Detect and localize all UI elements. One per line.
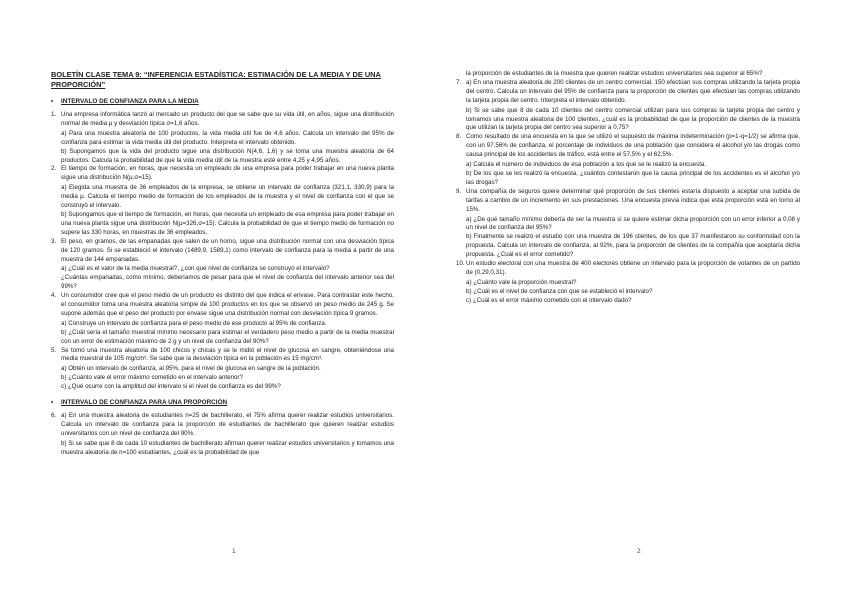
exercise-7b: b) Si se sabe que 8 de cada 10 clientes del centro comercial utilizan para sus compras la tarjeta propia del centro y tomamos una muestra aleatoria de 100 clientes, ¿cuál es la probabilidad de que la proporción de clientes de la muestra que utilizan la tarjeta propia del centro sea superior a 0,75? xyxy=(466,106,800,132)
exercise-10 xyxy=(456,260,800,278)
page-right xyxy=(424,0,848,599)
exercise-number: 2. xyxy=(51,165,57,173)
exercise-1-text: Una empresa informática lanzó al mercado un producto del que se sabe que su vida útil, en años, sigue una distribución normal de media μ y desviación típica σ=1,6 años. xyxy=(61,111,394,127)
exercise-4 xyxy=(51,292,394,319)
exercise-3b: ¿Cuántas empanadas, como mínimo, deberíamos de pesar para que el nivel de confianza del intervalo anterior sea del 99%? xyxy=(61,274,394,291)
exercise-2 xyxy=(51,165,394,183)
exercise-9b: b) Finalmente se realizó el estudio con una muestra de 196 clientes, de los que 37 manifestaron su conformidad con la propuesta. Calcula un intervalo de confianza, al 92%, para la proporción de clientes de la compañía que aceptaría dicha propuesta. ¿Cuál es el error cometido? xyxy=(466,233,800,259)
exercise-1b: b) Supongamos que la vida del producto sigue una distribución N(4,6, 1,6) y se toma una muestra aleatoria de 64 productos. Calcula la probabilidad de que la vida media útil de la muestra esté entre 4,25 y 4,95 años. xyxy=(61,147,394,164)
exercise-4b: b) ¿Cuál sería el tamaño muestral mínimo necesario para estimar el verdadero peso medio a partir de la media muestral con un error de estimación máximo de 2 g y un nivel de confianza del 90%? xyxy=(61,328,394,345)
exercise-6 xyxy=(51,412,394,439)
exercise-10-text: Un estudio electoral con una muestra de 400 electores obtiene un intervalo para la proporción de votantes de un partido de (0,29,0,31). xyxy=(466,260,800,276)
document-title: BOLETÍN CLASE TEMA 9: “INFERENCIA ESTADÍSTICA: ESTIMACIÓN DE LA MEDIA Y DE UNA PROPORCIÓN” xyxy=(51,70,381,89)
exercise-5a: a) Obtén un intervalo de confianza, al 95%, para el nivel de glucosa en sangre de la población. xyxy=(61,365,321,373)
page-number: 1 xyxy=(232,548,236,555)
exercise-3 xyxy=(51,238,394,265)
exercise-9a: a) ¿De qué tamaño mínimo debería de ser la muestra si se quiere estimar dicha proporción con un error inferior a 0.08 y un nivel de confianza del 95%? xyxy=(466,215,800,232)
exercise-7 xyxy=(456,79,800,106)
exercise-5c: c) ¿Qué ocurre con la amplitud del intervalo si el nivel de confianza es del 99%? xyxy=(61,383,281,391)
section-heading-mean xyxy=(51,97,394,106)
section-heading-proportion-text: INTERVALO DE CONFIANZA PARA UNA PROPORCIÓN xyxy=(61,399,228,407)
exercise-number: 6. xyxy=(51,412,57,420)
exercise-9 xyxy=(456,188,800,215)
exercise-3-text: El peso, en gramos, de las empanadas que salen de un horno, sigue una distribución normal con una desviación típica de 120 gramos. Si se estableció el intervalo (1489,9, 1589,1) como intervalo de confianza para la media a partir de una muestra de 144 empanadas. xyxy=(61,237,394,263)
exercise-4a: a) Construye un intervalo de confianza para el peso medio de ese producto al 95% de confianza. xyxy=(61,319,327,327)
exercise-number: 3. xyxy=(51,237,57,245)
exercise-5 xyxy=(51,347,394,365)
exercise-6b-continued: la proporción de estudiantes de la muestra que quieren realizar estudios universitarios sea superior al 65%? xyxy=(466,70,763,77)
bullet-icon: • xyxy=(51,98,54,105)
exercise-7-text: a) En una muestra aleatoria de 200 clientes de un centro comercial, 150 efectúan sus compras utilizando la tarjeta propia del centro. Calcula un intervalo del 95% de confianza para la proporción de clientes que efectúan las compras utilizando la tarjeta propia del centro. Interpreta el intervalo obtenido. xyxy=(466,78,800,104)
exercise-number: 5. xyxy=(51,346,57,354)
exercise-1 xyxy=(51,111,394,129)
exercise-number: 4. xyxy=(51,292,57,300)
exercise-5-text: Se tomó una muestra aleatoria de 100 chicos y chicas y se le midió el nivel de glucosa en sangre, obteniéndose una media muestral de 105 mg/cm³. Se sabe que la desviación típica en la población es 15 mg/cm³. xyxy=(61,346,394,363)
exercise-number: 1. xyxy=(51,111,57,118)
exercise-number: 7. xyxy=(456,78,462,86)
exercise-8-text: Como resultado de una encuesta en la que se utilizó el supuesto de máxima indeterminación (p=1-q=1/2) se afirma que, con un 97,56% de confianza, el porcentaje de individuos de una población que considera el alcohol y/o las drogas como causa principal de los accidentes de tráfico, está entre el 57,5% y el 62,5%. xyxy=(466,133,800,159)
exercise-number: 10. xyxy=(456,260,465,268)
exercise-2-text: El tiempo de formación, en horas, que necesita un empleado de una empresa para poder trabajar en una nueva planta sigue una distribución N(μ,σ=15). xyxy=(61,165,394,182)
exercise-5b: b) ¿Cuánto vale el error máximo cometido en el intervalo anterior? xyxy=(61,374,243,382)
exercise-2a: a) Elegida una muestra de 36 empleados de la empresa, se obtiene un intervalo de confianza (321,1, 330,9) para la media μ. Calcula el tiempo medio de formación de los empleados de la muestra y el nivel de confianza con el que se construyó el intervalo. xyxy=(61,184,394,210)
page-number: 2 xyxy=(637,548,641,555)
exercise-10a: a) ¿Cuánto vale la proporción muestral? xyxy=(466,278,577,286)
exercise-9-text: Una compañía de seguros quiere determinar qué proporción de sus clientes estaría dispuesto a aceptar una subida de tarifas a cambio de un incremento en sus prestaciones. Una encuesta previa indica que esta proporción está en torno al 15%. xyxy=(466,187,800,213)
exercise-10c: c) ¿Cuál es el error máximo cometido con el intervalo dado? xyxy=(466,296,632,304)
exercise-8a: a) Calcula el número de individuos de esa población a los que se le realizó la encuesta. xyxy=(466,161,707,169)
bullet-icon: • xyxy=(51,399,54,407)
section-heading-mean-text: INTERVALO DE CONFIANZA PARA LA MEDIA xyxy=(61,98,199,105)
exercise-number: 8. xyxy=(456,133,462,141)
exercise-4-text: Un consumidor cree que el peso medio de un producto es distinto del que indica el envase. Para contrastar este hecho, el consumidor toma una muestra aleatoria simple de 100 productos en los que se observó un peso medio de 245 g. Se supone además que el peso del producto por envase sigue una distribución normal con desviación típica 9 gramos. xyxy=(61,292,394,317)
exercise-1a: a) Para una muestra aleatoria de 100 productos, la vida media útil fue de 4,6 años. Calcula un intervalo del 95% de confianza para estimar la vida media útil del producto. Interpreta el intervalo obtenido. xyxy=(61,129,394,146)
exercise-8b: b) De los que se les realizó la encuesta, ¿cuántos contestaron que la causa principal de los accidentes es el alcohol y/o las drogas? xyxy=(466,169,800,186)
section-heading-proportion xyxy=(51,398,394,407)
exercise-8 xyxy=(456,133,800,160)
exercise-number: 9. xyxy=(456,187,462,195)
exercise-3a: a) ¿Cuál es el valor de la media muestral?, ¿con qué nivel de confianza se construyó el intervalo? xyxy=(61,265,330,273)
exercise-2b: b) Supongamos que el tiempo de formación, en horas, que necesita un empleado de esa empresa para poder trabajar en una nueva planta sigue una distribución N(μ=326,σ=15). Calcula la probabilidad de que el tiempo medio de formación no supere las 330 horas, en muestras de 36 empleados. xyxy=(61,210,394,236)
exercise-6b: b) Si se sabe que 8 de cada 10 estudiantes de bachillerato afirman querer realizar estudios universitarios y tomamos una muestra aleatoria de n=100 estudiantes, ¿cuál es la probabilidad de que xyxy=(61,439,394,456)
exercise-6-text: a) En una muestra aleatoria de estudiantes n=25 de bachillerato, el 75% afirma querer realizar estudios universitarios. Calcula un intervalo de confianza para la proporción de estudiantes de bachillerato que quieren realizar estudios universitarios con un nivel de confianza del 90%. xyxy=(61,412,394,437)
exercise-10b: b) ¿Cuál es el nivel de confianza con que se estableció el intervalo? xyxy=(466,287,653,295)
